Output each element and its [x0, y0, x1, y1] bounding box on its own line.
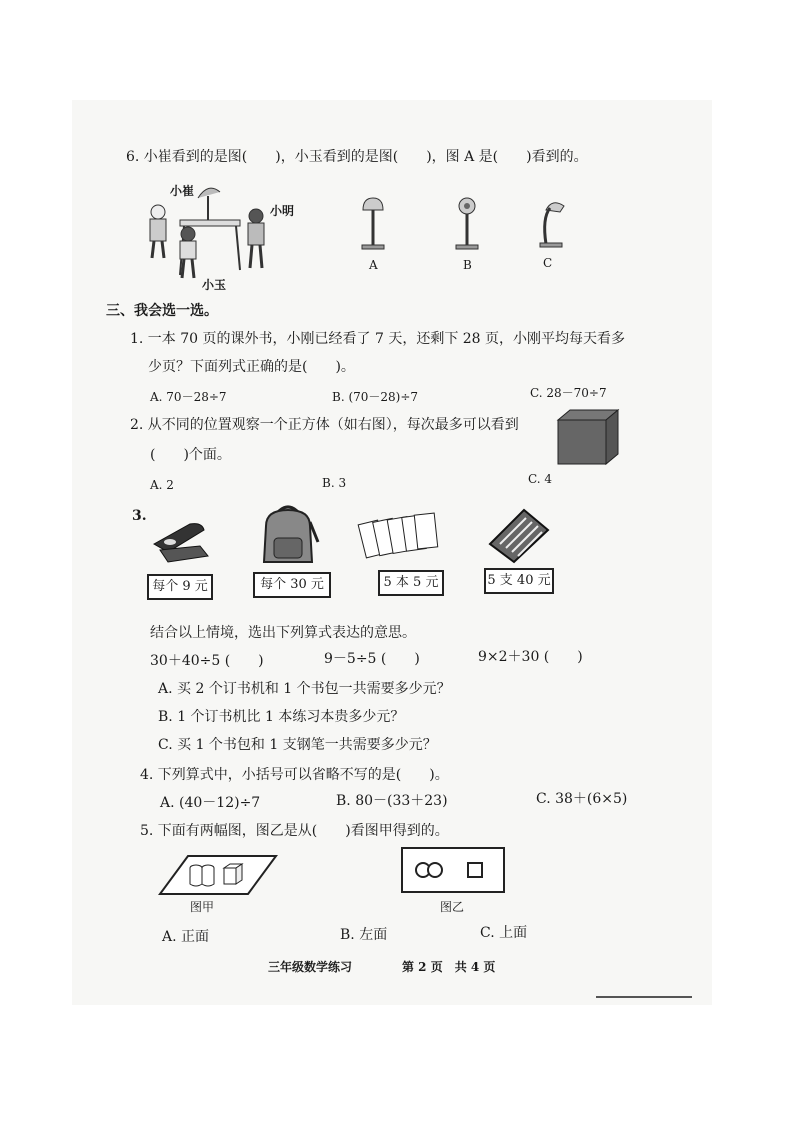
q1-option-a: A. 70－28÷7: [150, 390, 227, 404]
q4-option-c: C. 38＋(6×5): [536, 791, 628, 807]
price-backpack: 每个 30 元: [253, 572, 331, 598]
q2-option-b: B. 3: [322, 476, 347, 490]
q3-number: 3.: [132, 508, 147, 524]
q2-line1: 2. 从不同的位置观察一个正方体（如右图），每次最多可以看到: [130, 417, 519, 433]
q5-option-c: C. 上面: [480, 925, 528, 941]
q2-line2: ( )个面。: [150, 447, 231, 463]
option-a-label: A: [369, 258, 378, 272]
lamp-view-a: [358, 196, 388, 256]
lamp-view-c: [536, 198, 570, 254]
footer-title: 三年级数学练习: [268, 960, 353, 974]
backpack-icon: [258, 502, 318, 568]
q5-option-a: A. 正面: [162, 929, 210, 945]
q1-option-c: C. 28－70÷7: [530, 386, 607, 400]
lamp-view-b: [452, 196, 482, 256]
price-stapler: 每个 9 元: [147, 574, 213, 600]
q4-option-a: A. (40－12)÷7: [160, 795, 261, 811]
label-xiaoyu: 小玉: [202, 278, 227, 292]
label-xiaocui: 小崔: [170, 184, 195, 198]
q3-expr-2: 9－5÷5 ( ): [324, 651, 420, 667]
q6-text: 6. 小崔看到的是图( )，小玉看到的是图( )，图 A 是( )看到的。: [126, 149, 588, 165]
q3-expr-3: 9×2＋30 ( ): [478, 649, 583, 665]
option-c-label: C: [543, 256, 553, 270]
q4-text: 4. 下列算式中，小括号可以省略不写的是( )。: [140, 767, 449, 783]
notebooks-icon: [360, 512, 440, 564]
figure-jia: [158, 852, 278, 898]
option-b-label: B: [463, 258, 472, 272]
cube-figure: [556, 408, 620, 468]
pens-box-icon: [488, 508, 550, 564]
q1-line1: 1. 一本 70 页的课外书，小刚已经看了 7 天，还剩下 28 页，小刚平均每天看多: [130, 331, 626, 347]
q1-line2: 少页？下面列式正确的是( )。: [148, 359, 355, 375]
q6-scene-illustration: [140, 180, 290, 290]
figure-yi: [400, 846, 506, 894]
q3-option-c: C. 买 1 个书包和 1 支钢笔一共需要多少元？: [158, 737, 437, 753]
q3-option-a: A. 买 2 个订书机和 1 个书包一共需要多少元？: [158, 681, 451, 697]
price-notebooks: 5 本 5 元: [378, 570, 444, 596]
q3-intro: 结合以上情境，选出下列算式表达的意思。: [150, 625, 416, 641]
page-number: 第 2 页 共 4 页: [402, 960, 496, 974]
figure-jia-label: 图甲: [190, 900, 215, 914]
q5-text: 5. 下面有两幅图，图乙是从( )看图甲得到的。: [140, 823, 449, 839]
q5-option-b: B. 左面: [340, 927, 388, 943]
q1-option-b: B. (70－28)÷7: [332, 390, 419, 404]
label-xiaoming: 小明: [270, 204, 295, 218]
q4-option-b: B. 80－(33＋23): [336, 793, 448, 809]
edge-divider: [596, 996, 692, 998]
q2-option-c: C. 4: [528, 472, 553, 486]
price-pens: 5 支 40 元: [484, 568, 554, 594]
q3-option-b: B. 1 个订书机比 1 本练习本贵多少元？: [158, 709, 405, 725]
q2-option-a: A. 2: [150, 478, 174, 492]
figure-yi-label: 图乙: [440, 900, 465, 914]
section-3-title: 三、我会选一选。: [106, 303, 218, 319]
stapler-icon: [150, 516, 212, 566]
q3-expr-1: 30＋40÷5 ( ): [150, 653, 264, 669]
